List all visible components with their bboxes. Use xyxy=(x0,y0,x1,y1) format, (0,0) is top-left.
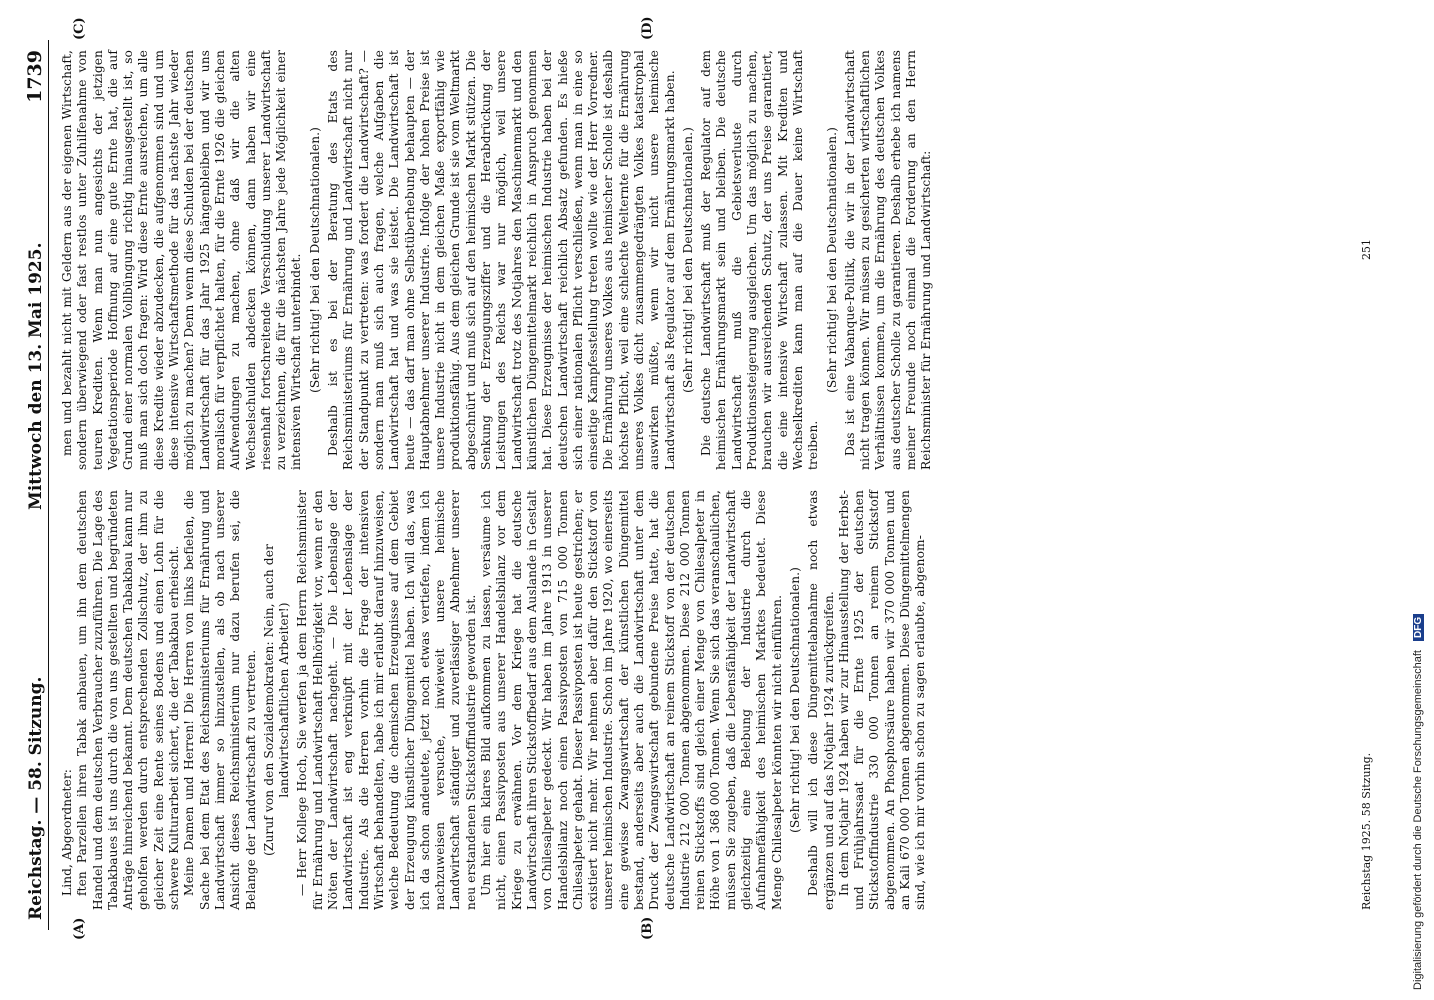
header-date: Mittwoch den 13. Mai 1925. xyxy=(26,242,46,510)
right-column-interjection: (Sehr richtig! bei den Deutschnationalen.) xyxy=(680,127,695,393)
margin-mark-d: (D) xyxy=(640,16,655,40)
right-column-paragraph: Das ist eine Vabanque-Politik, die wir in der Landwirtschaft nicht tragen können. Wir müssen zu gesicherten wirtschaftlichen Verhältnissen kommen, um die Ernährung des deutschen Volkes aus deutscher Scholle zu garantieren. Deshalb erhebe ich namens meiner Freunde noch einmal die Forderung an den Herrn Reichsminister für Ernährung und Landwirtschaft: xyxy=(842,50,934,470)
right-column-paragraph: Deshalb ist es bei der Beratung des Etats des Reichsministeriums für Ernährung und Landwirtschaft nicht nur der Standpunkt zu vertreten: was fordert die Landwirtschaft? — sondern man muß sich auch fragen, welche Aufgaben die Landwirtschaft hat und was sie leistet. Die Landwirtschaft ist heute — das darf man ohne Selbstüberhebung behaupten — der Hauptabnehmer unserer Industrie. Infolge der hohen Preise ist unsere Industrie nicht in dem gleichen Maße exportfähig wie produktionsfähig. Aus dem gleichen Grunde ist sie vom Weltmarkt abgeschnürt und muß sich auf den heimischen Markt stützen. Die Senkung der Erzeugungsziffer und die Herabdrückung der Leistungen des Reichs war nur möglich, weil unsere Landwirtschaft trotz des Notjahres den Maschinenmarkt und den künstlichen Düngemittelmarkt reichlich in Anspruch genommen hat. Diese Erzeugnisse der heimischen Industrie haben bei der deutschen Landwirtschaft reichlich Absatz gefunden. Es hieße sich einer nationalen Pflicht verschließen, wenn man in eine so einseitige Kampfesstellung treten wollte wie der Herr Vorredner. Die Ernährung unseres Volkes aus heimischer Scholle ist deshalb höchste Pflicht, weil eine schlechte Welternte für die Ernährung unseres Volkes dicht zusammengedrängten Volkes katastrophal auswirken müßte, wenn wir nicht unsere heimische Landwirtschaft als Regulator auf dem Ernährungsmarkt haben. xyxy=(326,50,677,470)
margin-mark-a: (A) xyxy=(72,917,87,940)
digitization-text: Digitalisierung gefördert durch die Deutsche Forschungsgemeinschaft xyxy=(1412,650,1424,990)
right-column-paragraph: Die deutsche Landwirtschaft muß der Regulator auf dem heimischen Ernährungsmarkt sein und bleiben. Die deutsche Landwirtschaft muß die Gebietsverluste durch Produktionssteigerung ausgleichen. Um das möglich zu machen, brauchen wir ausreichenden Schutz, der uns Preise garantiert, die eine intensive Wirtschaft zulassen. Mit Krediten und Wechselkrediten kann man auf die Dauer keine Wirtschaft treiben. xyxy=(699,50,821,470)
left-column-interjection: (Sehr richtig! bei den Deutschnationalen.) xyxy=(787,567,802,833)
right-column-paragraph: men und bezahlt nicht mit Geldern aus der eigenen Wirtschaft, sondern überwiegend oder fast restlos unter Zuhilfenahme von teuren Krediten. Wenn man nun angesichts der jetzigen Vegetationsperiode Hoffnung auf eine gute Ernte hat, die auf Grund einer normalen Vollbüngung richtig hinausgestellt ist, so muß man sich doch fragen: Wird diese Ernte ausreichen, um alle diese Kredite wieder abzudecken, die aufgenommen sind und um diese intensive Wirtschaftsmethode für das nächste Jahr wieder möglich zu machen? Denn wenn diese Schulden bei der deutschen Landwirtschaft für das Jahr 1925 hängenbleiben und wir uns moralisch für verpflichtet halten, für die Ernte 1926 die gleichen Aufwendungen zu machen, ohne daß wir die alten Wechselschulden abdecken können, dann haben wir eine riesenhaft fortschreitende Verschuldung unserer Landwirtschaft zu verzeichnen, die für die nächsten Jahre jede Möglichkeit einer intensiven Wirtschaft unterbindet. xyxy=(60,50,304,470)
left-column-paragraph: In dem Notjahr 1924 haben wir zur Hinausstellung der Herbst- und Frühjahrssaat für die Ernte 1925 der deutschen Stickstoffindustrie 330 000 Tonnen an reinem Stickstoff abgenommen. An Phosphorsäure haben wir 370 000 Tonnen und an Kali 670 000 Tonnen abgenommen. Diese Düngemittelmengen sind, wie ich mir vorhin schon zu sagen erlaubte, abgenom- xyxy=(836,490,928,910)
right-column-interjection: (Sehr richtig! bei den Deutschnationalen.) xyxy=(307,127,322,393)
header-rule xyxy=(48,40,49,930)
left-column-paragraph: Meine Damen und Herren! Die Herren von links befielen, die Sache bei dem Etat des Reichsministeriums für Ernährung und Landwirtschaft immer so hinzustellen, als ob nach unserer Ansicht dieses Reichsministerium nur dazu berufen sei, die Belange der Landwirtschaft zu vertreten. xyxy=(182,490,258,910)
page-header xyxy=(18,20,58,980)
right-column xyxy=(60,50,935,470)
footer-note: Reichstag 1925. 58 Sitzung. xyxy=(1360,752,1373,910)
left-column-interjection: (Zuruf von den Sozialdemokraten: Nein, auch der landwirtschaftlichen Arbeiter!) xyxy=(261,544,292,856)
left-column-paragraph: — Herr Kollege Hoch, Sie werfen ja dem Herrn Reichsminister für Ernährung und Landwirtschaft Hellhörigkeit vor, wenn er den Nöten der Landwirtschaft nachgeht. — Die Lebenslage der Landwirtschaft ist eng verknüpft mit der Lebenslage der Industrie. Als die Herren vorhin die Frage der intensiven Wirtschaft behandelten, habe ich mir erlaubt darauf hinzuweisen, welche Bedeutung die chemischen Erzeugnisse auf dem Gebiet der Erzeugung künstlicher Düngemittel haben. Ich will das, was ich da schon andeutete, jetzt noch etwas vertiefen, indem ich nachzuweisen versuche, inwieweit unsere heimische Landwirtschaft ständiger und zuverlässiger Abnehmer unserer neu erstandenen Stickstoffindustrie geworden ist. xyxy=(295,490,478,910)
left-column xyxy=(60,490,929,910)
left-column-paragraph: Lind, Abgeordneter: xyxy=(60,769,74,896)
printer-signature: 251 xyxy=(1360,239,1373,260)
left-column-paragraph: Um hier ein klares Bild aufkommen zu lassen, versäume ich nicht, einen Passivposten aus unserer Handelsbilanz vor dem Kriege zu erwähnen. Vor dem Kriege hat die deutsche Landwirtschaft ihren Stickstoffbedarf aus dem Auslande in Gestalt von Chilesalpeter gedeckt. Wir haben im Jahre 1913 in unserer Handelsbilanz noch einen Passivposten von 715 000 Tonnen Chilesalpeter gehabt. Dieser Passivposten ist heute gestrichen; er existiert nicht mehr. Wir nehmen aber dafür den Stickstoff von unserer heimischen Industrie. Schon im Jahre 1920, wo einerseits eine gewisse Zwangswirtschaft der künstlichen Düngemittel bestand, anderseits aber auch die Landwirtschaft unter dem Druck der Zwangswirtschaft gebundene Preise hatte, hat die deutsche Landwirtschaft an reinem Stickstoff von der deutschen Industrie 212 000 Tonnen abgenommen. Diese 212 000 Tonnen reinen Stickstoffs sind gleich einer Menge von Chilesalpeter in Höhe von 1 368 000 Tonnen. Wenn Sie sich das veranschaulichen, müssen Sie zugeben, daß die Lebensfähigkeit der Landwirtschaft gleichzeitig eine Belebung der Industrie durch die Aufnahmefähigkeit des heimischen Marktes bedeutet. Diese Menge Chilesalpeter könnten wir nicht einführen. xyxy=(479,490,784,910)
digitization-note xyxy=(1412,0,1434,1000)
dfg-logo: DFG xyxy=(1413,614,1424,641)
header-session: Reichstag. — 58. Sitzung. xyxy=(26,676,46,920)
margin-mark-c: (C) xyxy=(72,17,87,40)
page-number: 1739 xyxy=(24,50,46,103)
right-column-interjection: (Sehr richtig! bei den Deutschnationalen.) xyxy=(824,127,839,393)
margin-mark-b: (B) xyxy=(640,916,655,940)
left-column-paragraph: Deshalb will ich diese Düngemittelabnahme noch etwas ergänzen und auf das Notjahr 1924 zurückgreifen. xyxy=(806,490,836,910)
left-column-paragraph: ften Parzellen ihren Tabak anbauen, um ihn dem deutschen Handel und dem deutschen Verbraucher zuzuführen. Die Lage des Tabakbaues ist uns durch die von uns gestellten und begründeten Anträge hinreichend bekannt. Dem deutschen Tabakbau kann nur geholfen werden durch entsprechenden Zollschutz, der ihm zu gleicher Zeit eine Rente seines Bodens und einen Lohn für die schwere Kulturarbeit sichert, die der Tabakbau erheischt. xyxy=(75,490,182,910)
